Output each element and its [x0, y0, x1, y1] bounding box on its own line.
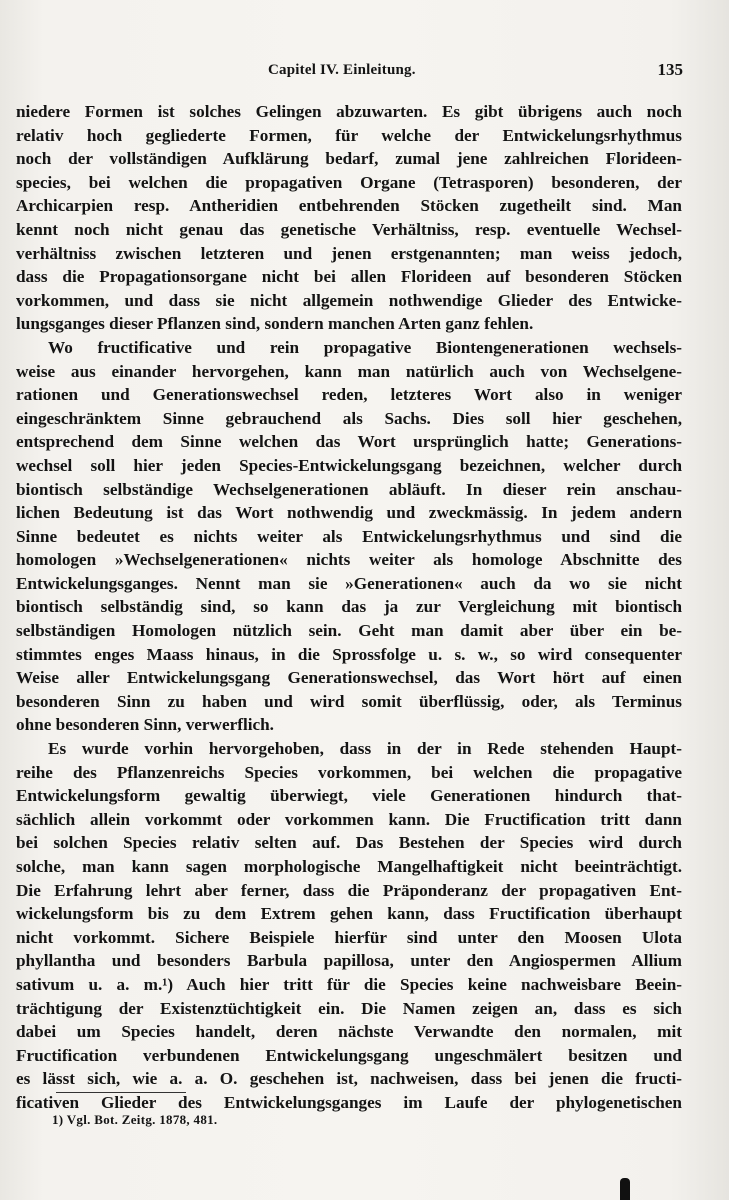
text-line: rationen und Generationswechsel reden, letzteres Wort also in weniger — [16, 385, 682, 405]
text-line: kennt noch nicht genau das genetische Verhältniss, resp. eventuelle Wechsel- — [16, 219, 682, 239]
footnote: 1) Vgl. Bot. Zeitg. 1878, 481. — [52, 1112, 218, 1127]
text-line: Entwickelungsganges. Nennt man sie »Generationen« auch da wo sie nicht — [16, 573, 682, 593]
text-line: besonderen Sinn zu haben und wird somit überflüssig, oder, als Terminus — [16, 691, 682, 711]
body-text — [16, 100, 682, 1115]
text-line: weise aus einander hervorgehen, kann man natürlich auch von Wechselgene- — [16, 361, 682, 381]
footnote-divider — [56, 1092, 186, 1093]
text-line: ohne besonderen Sinn, verwerflich. — [16, 715, 274, 735]
text-line: dass die Propagationsorgane nicht bei allen Florideen auf besonderen Stöcken — [16, 267, 682, 287]
text-line: species, bei welchen die propagativen Organe (Tetrasporen) besonderen, der — [16, 172, 682, 192]
text-line: selbständigen Homologen nützlich sein. Geht man damit aber über ein be- — [16, 621, 682, 641]
text-line: trächtigung der Existenztüchtigkeit ein. Die Namen zeigen an, dass es sich — [16, 998, 682, 1018]
text-line: vorkommen, und dass sie nicht allgemein nothwendige Glieder des Entwicke- — [16, 290, 682, 310]
text-line: Sinne bedeutet es nichts weiter als Entwickelungsrhythmus und sind die — [16, 526, 682, 546]
page-number: 135 — [657, 60, 683, 79]
text-line: lichen Bedeutung ist das Wort nothwendig und zweckmässig. In jedem andern — [16, 503, 682, 523]
text-line: verhältniss zwischen letzteren und jenen erstgenannten; man weiss jedoch, — [16, 243, 682, 263]
text-line: sächlich allein vorkommt oder vorkommen kann. Die Fructification tritt dann — [16, 809, 682, 829]
running-head — [0, 58, 729, 84]
text-line: niedere Formen ist solches Gelingen abzuwarten. Es gibt übrigens auch noch — [16, 102, 682, 121]
text-line: bei solchen Species relativ selten auf. Das Bestehen der Species wird durch — [16, 833, 682, 853]
ink-blot — [620, 1178, 630, 1200]
text-line: entsprechend dem Sinne welchen das Wort ursprünglich hatte; Generations- — [16, 432, 682, 452]
text-line: Entwickelungsform gewaltig überwiegt, viele Generationen hindurch that- — [16, 786, 682, 806]
text-line: Weise aller Entwickelungsgang Generationswechsel, das Wort hört auf einen — [16, 668, 682, 688]
text-line: relativ hoch gegliederte Formen, für welche der Entwickelungsrhythmus — [16, 125, 682, 145]
text-line: dabei um Species handelt, deren nächste Verwandte den normalen, mit — [16, 1022, 682, 1042]
text-line: Die Erfahrung lehrt aber ferner, dass die Präponderanz der propagativen Ent- — [16, 880, 682, 900]
text-line: ficativen Glieder des Entwickelungsganges im Laufe der phylogenetischen — [16, 1092, 682, 1112]
text-line: Fructification verbundenen Entwickelungsgang ungeschmälert besitzen und — [16, 1045, 682, 1065]
text-line: phyllantha und besonders Barbula papillosa, unter den Angiospermen Allium — [16, 951, 682, 971]
running-title: Capitel IV. Einleitung. — [268, 62, 416, 78]
text-line: es lässt sich, wie a. a. O. geschehen ist, nachweisen, dass bei jenen die fructi- — [16, 1069, 682, 1089]
text-line: Archicarpien resp. Antheridien entbehrenden Stöcken zugetheilt sind. Man — [16, 196, 682, 216]
text-line: noch der vollständigen Aufklärung bedarf, zumal jene zahlreichen Florideen- — [16, 149, 682, 169]
text-line: eingeschränktem Sinne gebrauchend als Sachs. Dies soll hier geschehen, — [16, 408, 682, 428]
text-line: wechsel soll hier jeden Species-Entwickelungsgang bezeichnen, welcher durch — [16, 455, 682, 475]
text-line: nicht vorkommt. Sichere Beispiele hierfür sind unter den Moosen Ulota — [16, 927, 682, 947]
text-line: stimmtes enges Maass hinaus, in die Sprossfolge u. s. w., so wird consequenter — [16, 644, 682, 664]
text-line: solche, man kann sagen morphologische Mangelhaftigkeit nicht beeinträchtigt. — [16, 857, 682, 876]
text-line: homologen »Wechselgenerationen« nichts weiter als homologe Abschnitte des — [16, 550, 682, 570]
text-line: biontisch selbständige Wechselgenerationen abläuft. In dieser rein anschau- — [16, 479, 682, 499]
text-line: reihe des Pflanzenreichs Species vorkommen, bei welchen die propagative — [16, 762, 682, 782]
text-line: lungsganges dieser Pflanzen sind, sondern manchen Arten ganz fehlen. — [16, 314, 534, 334]
text-line: wickelungsform bis zu dem Extrem gehen kann, dass Fructification überhaupt — [16, 904, 682, 924]
text-line: Es wurde vorhin hervorgehoben, dass in der in Rede stehenden Haupt- — [48, 739, 682, 759]
text-line: biontisch selbständig sind, so kann das ja zur Vergleichung mit biontisch — [16, 597, 682, 617]
text-line: Wo fructificative und rein propagative Biontengenerationen wechsels- — [48, 337, 682, 357]
text-line: sativum u. a. m.¹) Auch hier tritt für die Species keine nachweisbare Beein- — [16, 974, 682, 994]
